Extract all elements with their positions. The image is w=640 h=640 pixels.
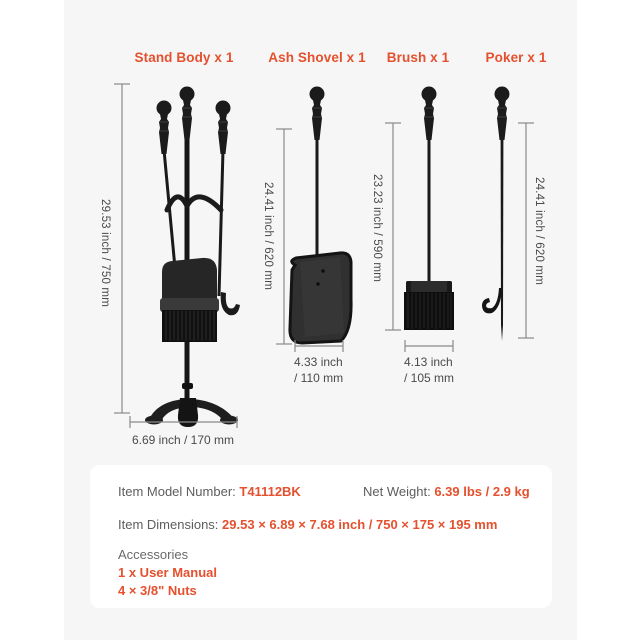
accessories-label: Accessories xyxy=(118,547,189,562)
stand-body-illustration xyxy=(145,87,240,428)
shovel-height-dimension: 24.41 inch / 620 mm xyxy=(262,182,274,290)
ash-shovel-title: Ash Shovel x 1 xyxy=(268,50,366,65)
brush-height-dimension: 23.23 inch / 590 mm xyxy=(371,173,383,282)
model-number-row xyxy=(118,484,301,499)
item-dimensions-row xyxy=(118,517,497,532)
brush-width-line1: 4.13 inch xyxy=(404,355,453,369)
net-weight-label: Net Weight: xyxy=(363,484,431,499)
poker-height-dimension: 24.41 inch / 620 mm xyxy=(533,177,545,285)
item-dimensions-value: 29.53 × 6.89 × 7.68 inch / 750 × 175 × 195 mm xyxy=(222,517,498,532)
net-weight-value: 6.39 lbs / 2.9 kg xyxy=(434,484,530,499)
shovel-width-line2: / 110 mm xyxy=(294,371,344,385)
brush-illustration xyxy=(404,87,454,331)
accessory-item-1: 1 x User Manual xyxy=(118,565,217,580)
stand-width-dimension: 6.69 inch / 170 mm xyxy=(131,433,235,447)
shovel-width-line1: 4.33 inch xyxy=(294,355,343,369)
shovel-width-dimension xyxy=(294,354,343,386)
brush-title: Brush x 1 xyxy=(386,50,450,65)
accessory-item-2: 4 × 3/8" Nuts xyxy=(118,583,197,598)
brush-width-line2: / 105 mm xyxy=(404,371,455,385)
stand-body-title: Stand Body x 1 xyxy=(134,50,234,65)
net-weight-row xyxy=(363,484,530,499)
model-number-label: Item Model Number: xyxy=(118,484,236,499)
ash-shovel-illustration xyxy=(290,87,351,344)
item-dimensions-label: Item Dimensions: xyxy=(118,517,219,532)
spec-card xyxy=(90,465,552,608)
brush-width-dimension xyxy=(404,354,454,386)
poker-illustration xyxy=(482,87,510,342)
stand-height-dimension: 29.53 inch / 750 mm xyxy=(99,199,111,307)
model-number-value: T41112BK xyxy=(239,484,301,499)
poker-title: Poker x 1 xyxy=(485,50,547,65)
